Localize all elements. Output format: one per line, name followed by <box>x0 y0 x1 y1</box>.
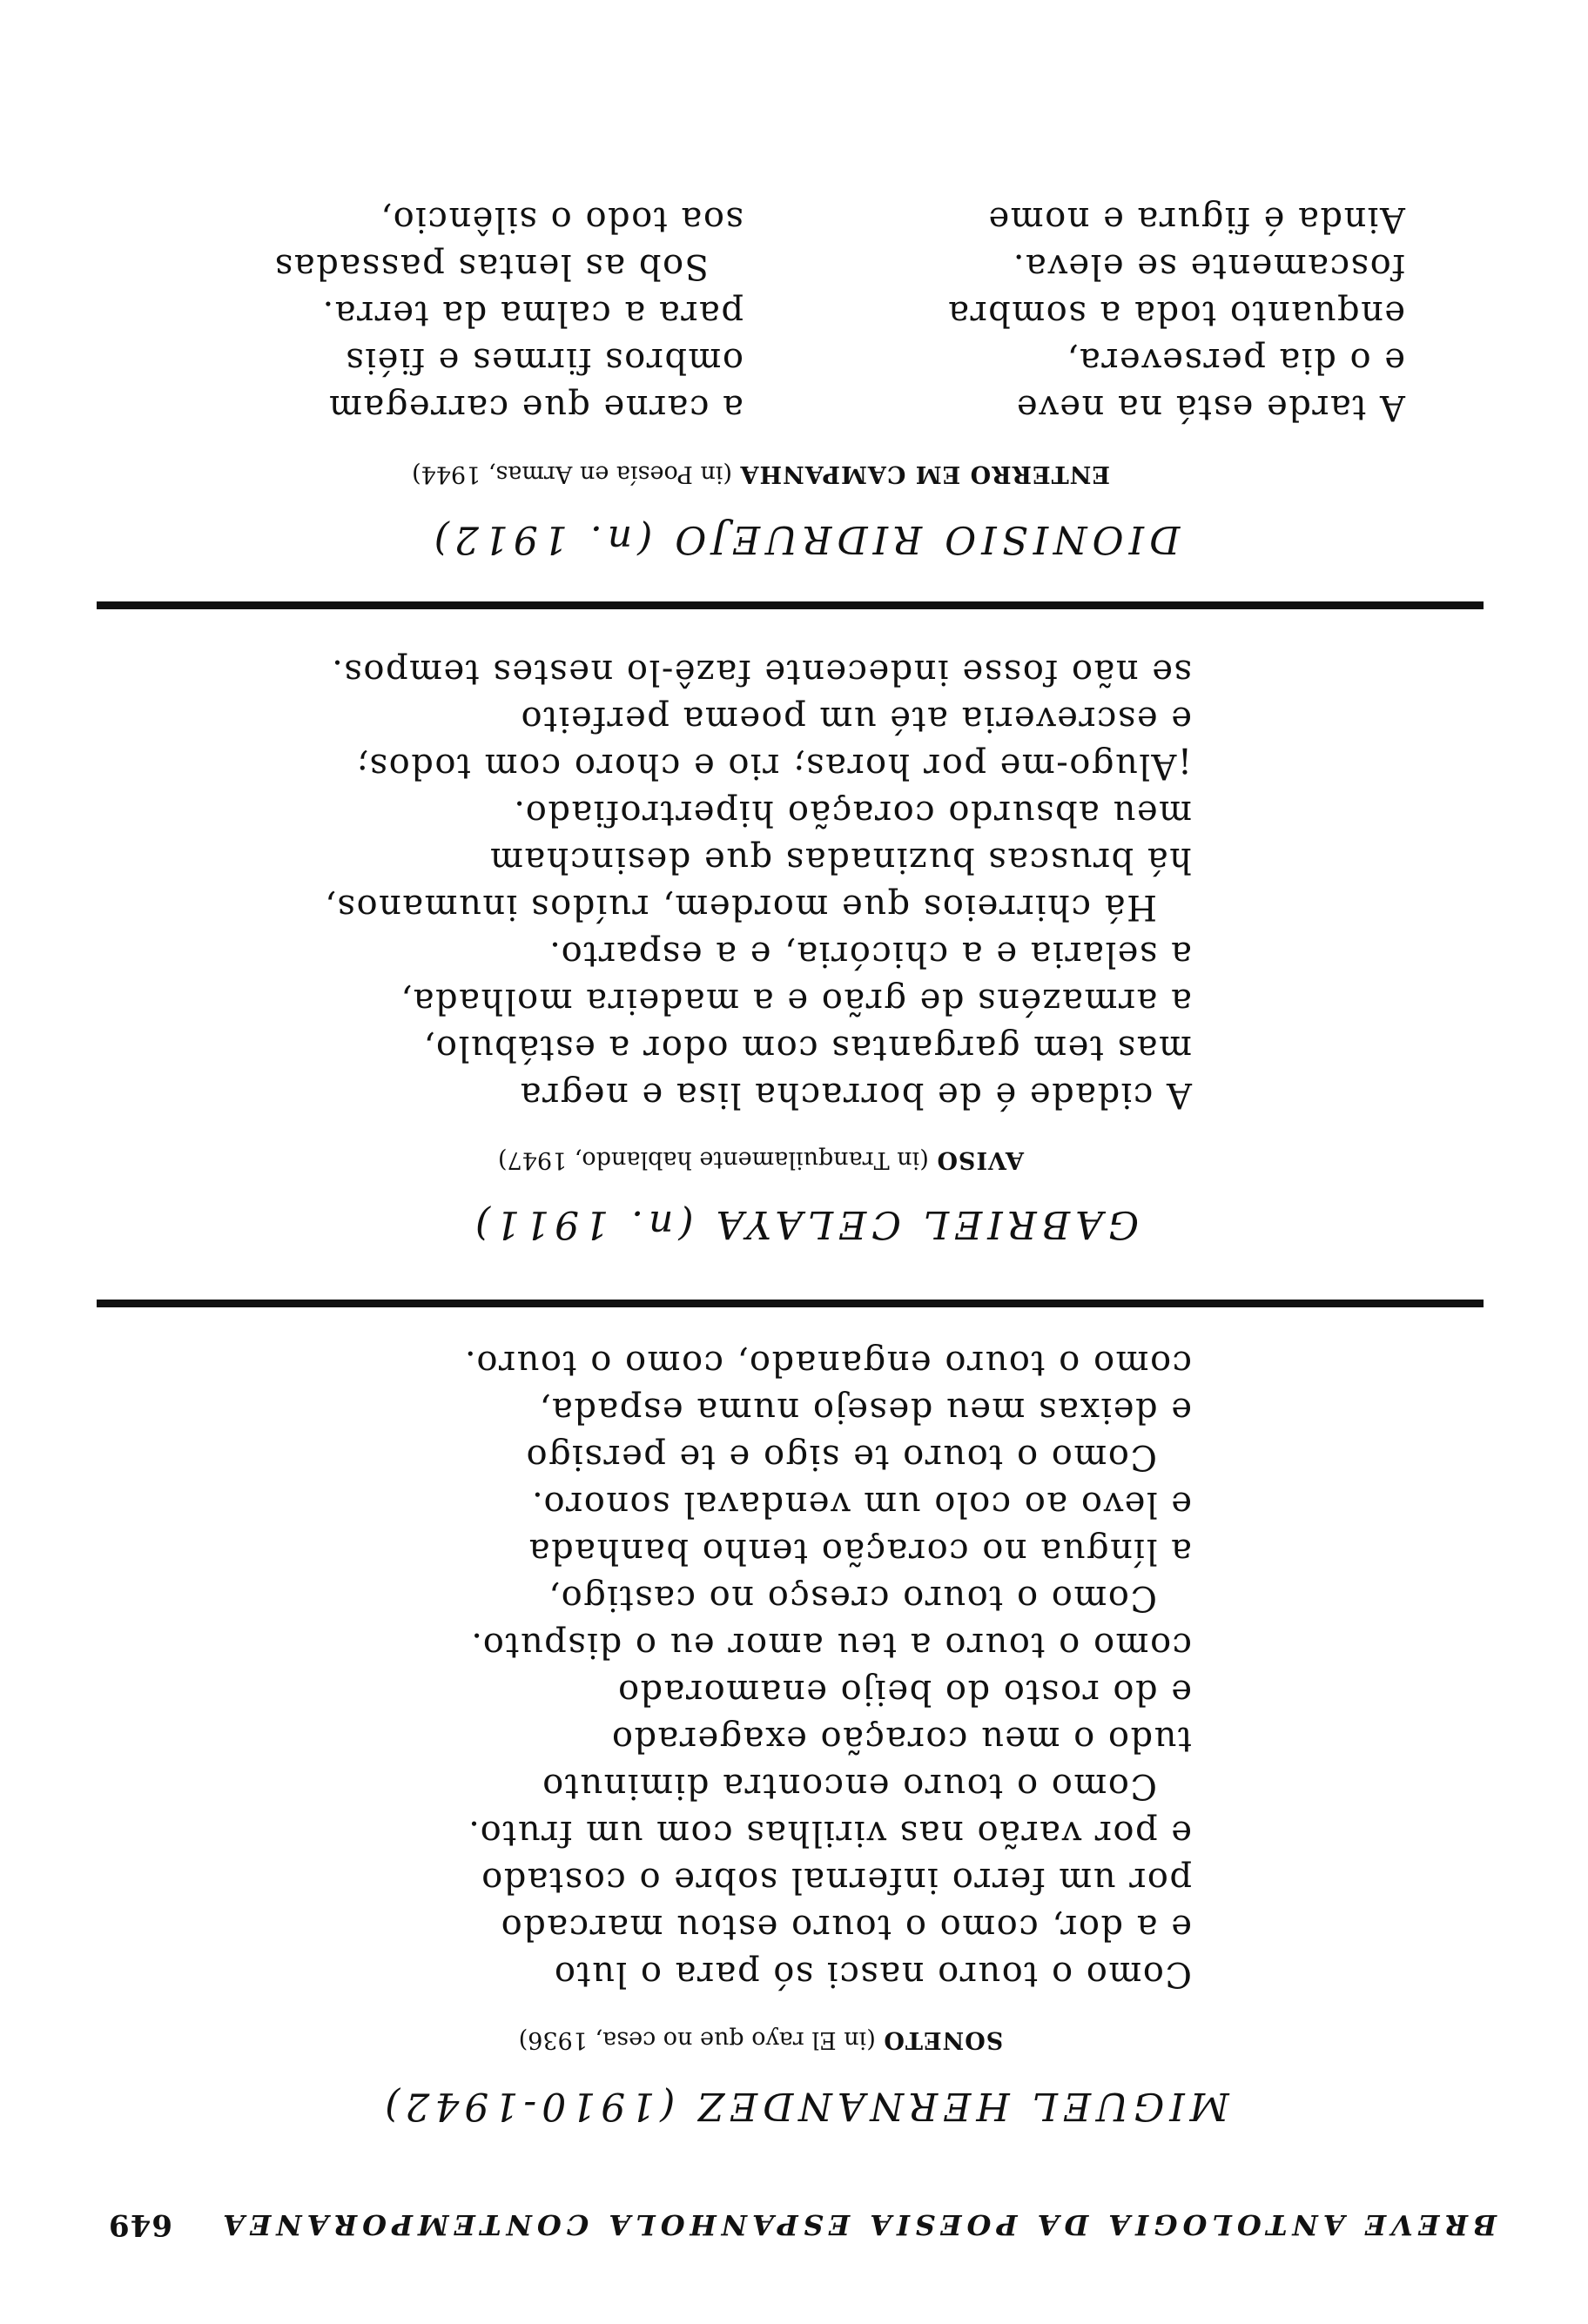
poem-title-enterro <box>369 460 1153 487</box>
verse-line: e do rosto do beijo enamorado <box>616 1672 1192 1712</box>
poem-title-bold: AVISO <box>936 1146 1024 1173</box>
verse-line: se não fosse indecente fazê-lo nestes tempos. <box>330 652 1192 692</box>
verse-line: como o touro a teu amor eu o disputo. <box>469 1625 1192 1665</box>
verse-line: e escreveria até um poema perfeito <box>520 699 1192 739</box>
verse-line: Sob as lentas passadas <box>273 246 709 286</box>
poem-title-aviso <box>369 1146 1153 1173</box>
poem-title-source: (in Tranquilamente hablando, 1947) <box>498 1146 929 1173</box>
verse-line: e deixas meu desejo numa espada, <box>538 1390 1192 1430</box>
verse-line: a selaria e a chicória, e a esparto. <box>548 934 1192 974</box>
verse-line: foscamente se eleva. <box>1012 246 1405 286</box>
verse-line: A cidade é de borracha lisa e negra <box>519 1075 1192 1115</box>
verse-line: tudo o meu coração exagerado <box>610 1719 1192 1759</box>
page-number: 649 <box>108 2207 172 2242</box>
verse-line: e por varão nas virilhas com um fruto. <box>467 1813 1192 1853</box>
verse-line: como o touro enganado, como o touro. <box>463 1343 1192 1383</box>
poem-title-source: (in El rayo que no cesa, 1936) <box>518 2026 876 2053</box>
verse-line: A tarde está na neve <box>1015 387 1405 427</box>
verse-line: soa todo o silêncio, <box>379 199 744 239</box>
verse-line: Como o touro nasci só para o luto <box>553 1954 1192 1994</box>
verse-line: enquanto toda a sombra <box>946 293 1405 333</box>
verse-line: ¡Alugo-me por horas; rio e choro com todos; <box>355 746 1192 786</box>
verse-line: para a calma da terra. <box>321 293 744 333</box>
verse-line: ombros firmes e fiéis <box>344 340 744 380</box>
verse-line: Há chirreios que mordem, ruídos inumanos, <box>323 887 1157 927</box>
verse-line: Como o touro te sigo e te persigo <box>525 1437 1157 1477</box>
author-heading-ridruejo: DIONISIO RIDRUEJO (n. 1912) <box>428 517 1181 561</box>
verse-line: a língua no coração tenho banhada <box>528 1531 1192 1571</box>
verse-line: Como o touro cresço no castigo, <box>547 1578 1157 1618</box>
verse-line: Como o touro encontra diminuto <box>541 1766 1157 1806</box>
verse-line: por um ferro infernal sobre o costado <box>480 1860 1192 1900</box>
verse-line: há bruscas buzinadas que desincham <box>488 840 1192 880</box>
poem-aviso <box>324 648 1192 1118</box>
verse-line: e a dor, como o touro estou marcado <box>500 1907 1192 1947</box>
verse-line: mas tem gargantas com odor a estábulo, <box>422 1028 1192 1068</box>
verse-line: a carne que carregam <box>327 387 744 427</box>
author-heading-hernandez: MIGUEL HERNANDEZ (1910-1942) <box>380 2084 1229 2128</box>
section-divider <box>97 1300 1484 1307</box>
poem-column-right <box>273 196 744 431</box>
book-title: BREVE ANTOLOGIA DA POESIA ESPANHOLA CONTEMPORANEA <box>218 2208 1497 2241</box>
verse-line: a armazéns de grão e a madeira molhada, <box>400 981 1192 1021</box>
poem-title-bold: ENTERRO EM CAMPANHA <box>739 460 1110 487</box>
poem-title-soneto <box>369 2026 1153 2053</box>
verse-line: Ainda é figura e nome <box>987 199 1405 239</box>
author-heading-celaya: GABRIEL CELAYA (n. 1911) <box>469 1202 1140 1246</box>
running-head <box>108 2197 1497 2242</box>
section-divider <box>97 601 1484 609</box>
poem-title-bold: SONETO <box>883 2026 1004 2053</box>
poem-column-left <box>947 196 1405 431</box>
poem-title-source: (in Poesía en Armas, 1944) <box>412 460 732 487</box>
verse-line: e levo ao colo um vendaval sonoro. <box>530 1484 1192 1524</box>
verse-line: e o dia persevera, <box>1066 340 1405 380</box>
verse-line: meu absurdo coração hipertrofiado. <box>512 793 1192 833</box>
poem-soneto <box>463 1340 1192 1998</box>
